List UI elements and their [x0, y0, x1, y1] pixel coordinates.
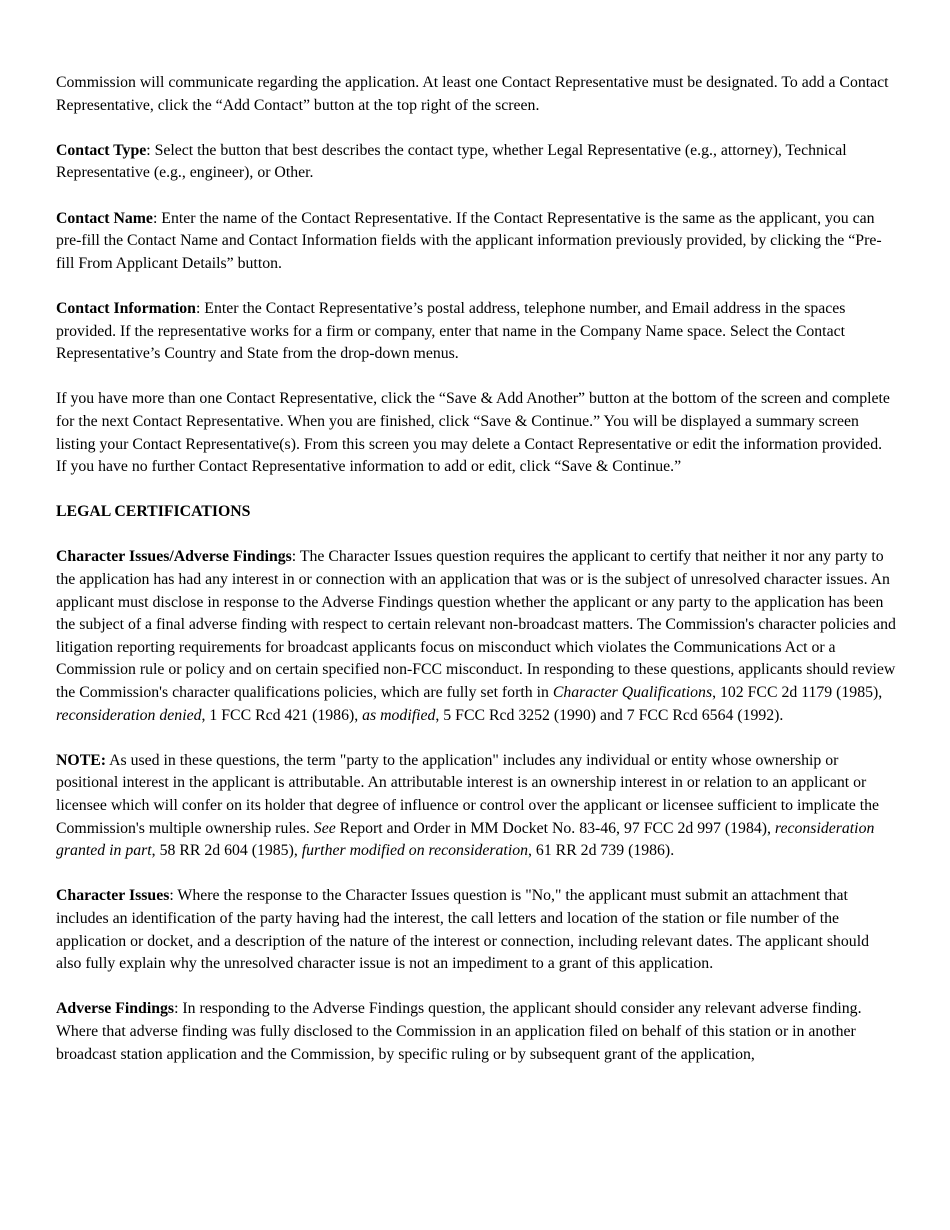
contact-information-label: Contact Information	[56, 299, 196, 317]
note-text-2: Report and Order in MM Docket No. 83-46, 97 FCC 2d 997 (1984),	[335, 819, 775, 837]
character-adverse-text-4: , 5 FCC Rcd 3252 (1990) and 7 FCC Rcd 6564 (1992).	[435, 706, 784, 724]
adverse-findings-label: Adverse Findings	[56, 1000, 175, 1018]
citation-further-modified: further modified on reconsideration	[301, 842, 529, 860]
character-issues-paragraph	[56, 885, 896, 975]
note-text-1: As used in these questions, the term "party to the application" includes any individual or entity whose ownership or positional interest in the applicant is attributable. An attributable interest is an ownership interest in or relation to an applicant or licensee which will confer on its holder that degree of influence or control over the applicant or licensee sufficient to implicate the Commission's multiple ownership rules.	[56, 751, 880, 837]
character-adverse-paragraph	[56, 546, 896, 727]
contact-information-paragraph	[56, 298, 896, 366]
document-page	[56, 72, 896, 1066]
citation-see: See	[313, 819, 336, 837]
citation-reconsideration-granted: reconsideration granted in part	[56, 819, 875, 860]
contact-name-label: Contact Name	[56, 209, 153, 227]
contact-name-paragraph	[56, 208, 896, 276]
character-adverse-text-3: , 1 FCC Rcd 421 (1986),	[201, 706, 363, 724]
character-adverse-label: Character Issues/Adverse Findings	[56, 548, 292, 566]
adverse-findings-paragraph	[56, 998, 896, 1066]
note-text-4: , 61 RR 2d 739 (1986).	[528, 842, 675, 860]
character-issues-label: Character Issues	[56, 887, 170, 905]
citation-character-qualifications: Character Qualifications	[552, 684, 713, 702]
character-issues-text: : Where the response to the Character Issues question is "No," the applicant must submit an attachment that includes an identification of the party having had the interest, the call letters and location of the station or file number of the application or docket, and a description of the nature of the interest or connection, including relevant dates. The applicant should also fully explain why the unresolved character issue is not an impediment to a grant of this application.	[56, 887, 869, 973]
character-adverse-text-2: , 102 FCC 2d 1179 (1985),	[712, 684, 883, 702]
note-label: NOTE:	[56, 751, 107, 769]
note-paragraph	[56, 750, 896, 863]
contact-type-label: Contact Type	[56, 141, 147, 159]
citation-reconsideration-denied: reconsideration denied	[56, 706, 202, 724]
character-adverse-text-1: : The Character Issues question requires the applicant to certify that neither it nor any party to the application has had any interest in or connection with an application that was or is the subject of unresolved character issues. An applicant must disclose in response to the Adverse Findings question whether the applicant or any party to the application has been the subject of a final adverse finding with respect to certain relevant non-broadcast matters. The Commission's character policies and litigation reporting requirements for broadcast applicants focus on misconduct which violates the Communications Act or a Commission rule or policy and on certain specified non-FCC misconduct. In responding to these questions, applicants should review the Commission's character qualifications policies, which are fully set forth in	[56, 548, 896, 702]
contact-type-text: : Select the button that best describes the contact type, whether Legal Representative (e.g., attorney), Technical Representative (e.g., engineer), or Other.	[56, 141, 847, 182]
multiple-contacts-paragraph: If you have more than one Contact Representative, click the “Save & Add Another” button at the bottom of the screen and complete for the next Contact Representative. When you are finished, click “Save & Continue.” You will be displayed a summary screen listing your Contact Representative(s). From this screen you may delete a Contact Representative or edit the information provided. If you have no further Contact Representative information to add or edit, click “Save & Continue.”	[56, 390, 890, 476]
contact-information-text: : Enter the Contact Representative’s postal address, telephone number, and Email address in the spaces provided. If the representative works for a firm or company, enter that name in the Company Name space. Select the Contact Representative’s Country and State from the drop-down menus.	[56, 299, 846, 363]
adverse-findings-text: : In responding to the Adverse Findings question, the applicant should consider any relevant adverse finding. Where that adverse finding was fully disclosed to the Commission in an application filed on behalf of this station or in another broadcast station application and the Commission, by specific ruling or by subsequent grant of the application,	[56, 1000, 862, 1063]
legal-certifications-heading: LEGAL CERTIFICATIONS	[56, 503, 251, 521]
contact-name-text: : Enter the name of the Contact Representative. If the Contact Representative is the same as the applicant, you can pre-fill the Contact Name and Contact Information fields with the applicant information previously provided, by clicking the “Pre-fill From Applicant Details” button.	[56, 209, 882, 272]
note-text-3: , 58 RR 2d 604 (1985),	[151, 842, 302, 860]
intro-paragraph: Commission will communicate regarding the application. At least one Contact Representative must be designated. To add a Contact Representative, click the “Add Contact” button at the top right of the screen.	[56, 74, 889, 114]
contact-type-paragraph	[56, 140, 896, 185]
citation-as-modified: as modified	[362, 706, 436, 724]
